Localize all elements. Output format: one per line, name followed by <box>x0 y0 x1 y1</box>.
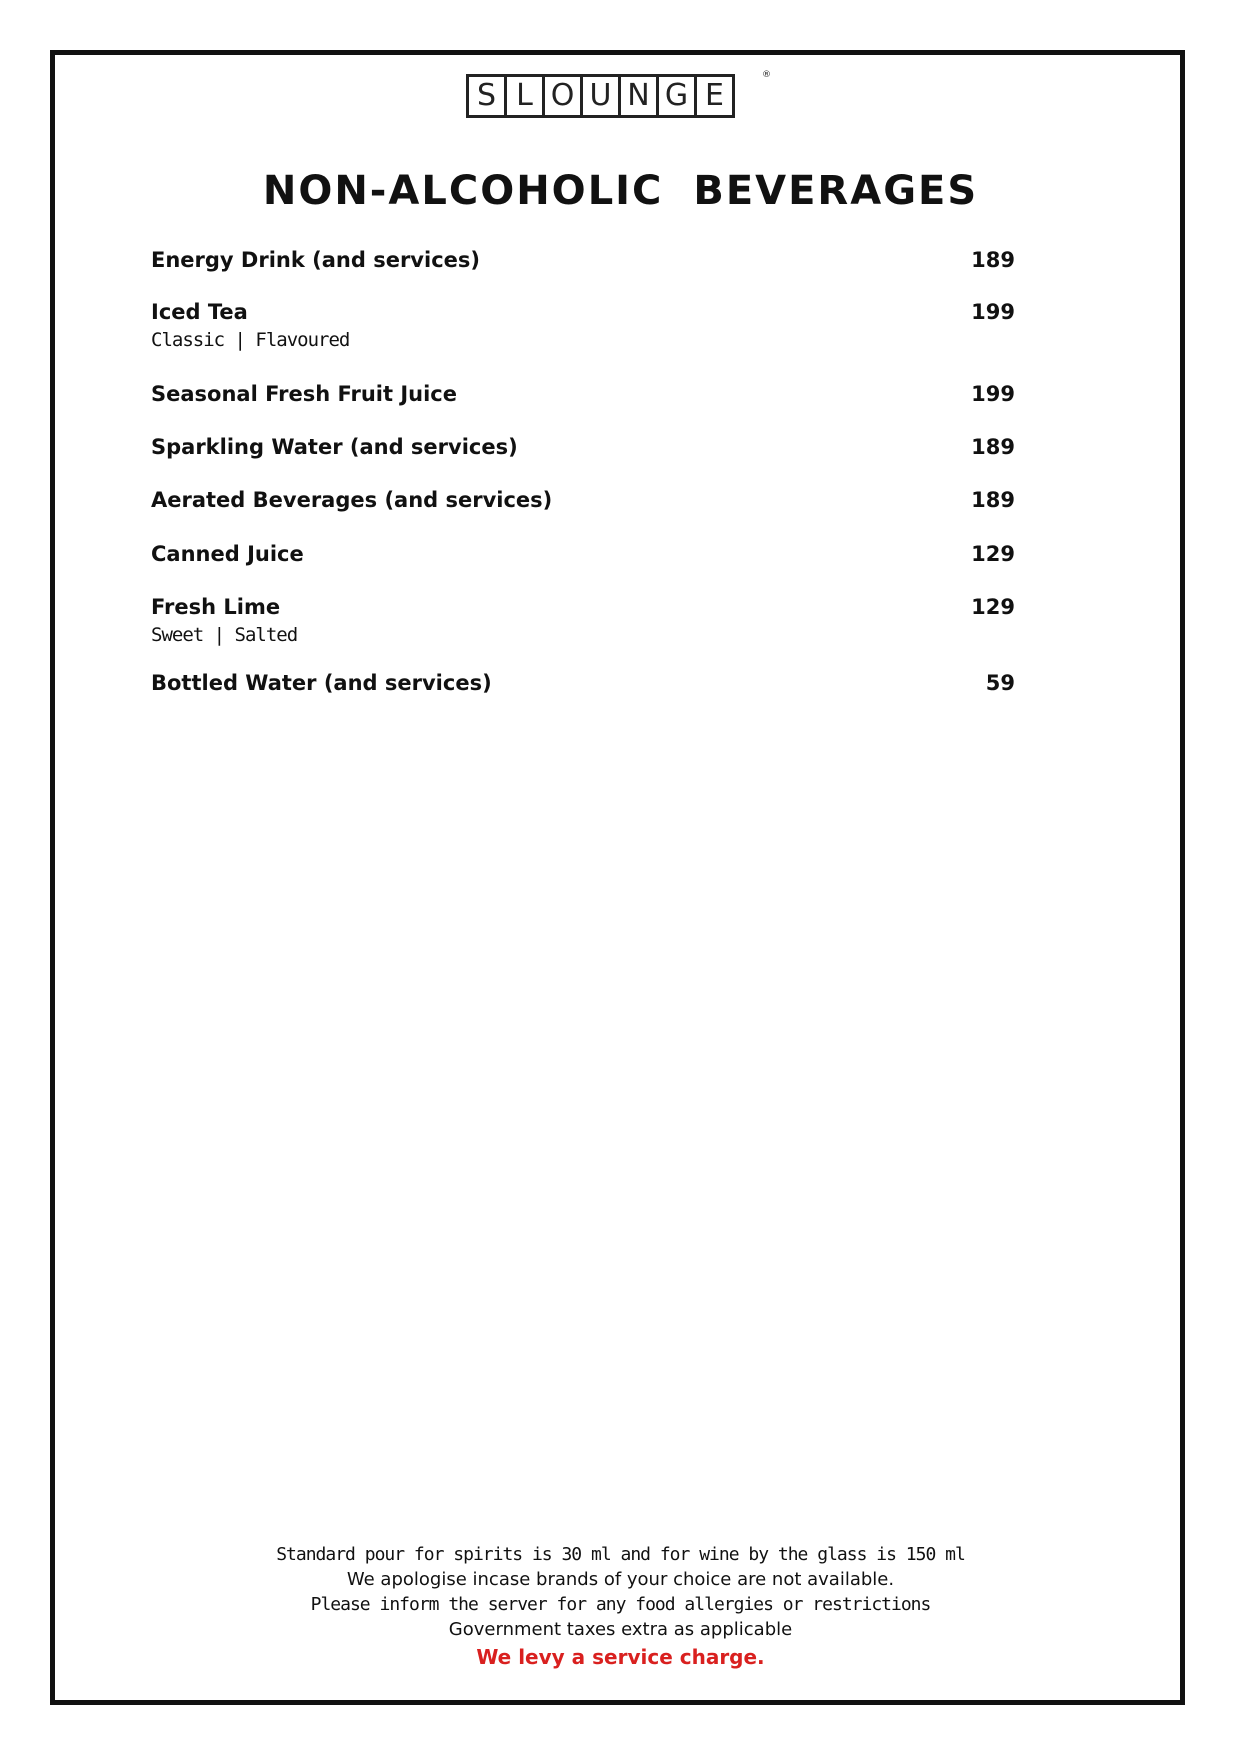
item-name: Seasonal Fresh Fruit Juice <box>151 382 457 406</box>
footer-allergy-note: Please inform the server for any food allergies or restrictions <box>310 1594 931 1615</box>
footer-notes <box>0 1542 1241 1672</box>
menu-item <box>151 592 1015 648</box>
logo-letter: N <box>621 77 659 115</box>
item-price: 129 <box>971 595 1015 619</box>
item-price: 59 <box>985 671 1015 695</box>
logo-letter: L <box>507 77 545 115</box>
menu-item <box>151 668 1015 698</box>
logo-letter: G <box>659 77 697 115</box>
footer-brand-note: We apologise incase brands of your choice are not available. <box>346 1569 895 1590</box>
logo-letter: U <box>583 77 621 115</box>
menu-item <box>151 245 1015 275</box>
registered-mark: ® <box>762 70 771 80</box>
menu-item <box>151 485 1015 515</box>
item-price: 189 <box>971 488 1015 512</box>
menu-item <box>151 539 1015 569</box>
footer-tax-note: Government taxes extra as applicable <box>448 1619 793 1640</box>
logo <box>466 74 735 118</box>
item-description: Classic | Flavoured <box>151 329 350 351</box>
item-description: Sweet | Salted <box>151 624 298 646</box>
item-name: Bottled Water (and services) <box>151 671 492 695</box>
item-name: Aerated Beverages (and services) <box>151 488 553 512</box>
logo-letter: O <box>545 77 583 115</box>
menu-list <box>151 245 1015 698</box>
item-name: Canned Juice <box>151 542 304 566</box>
logo-letter: E <box>705 78 724 113</box>
item-name: Sparkling Water (and services) <box>151 435 518 459</box>
logo-letter: S <box>469 77 507 115</box>
item-name: Fresh Lime <box>151 595 281 619</box>
footer-pour-note: Standard pour for spirits is 30 ml and for wine by the glass is 150 ml <box>276 1544 965 1565</box>
service-charge-note: We levy a service charge. <box>476 1645 765 1669</box>
menu-item <box>151 379 1015 409</box>
menu-item <box>151 432 1015 462</box>
item-price: 189 <box>971 248 1015 272</box>
item-name: Energy Drink (and services) <box>151 248 480 272</box>
item-name: Iced Tea <box>151 300 248 324</box>
item-price: 189 <box>971 435 1015 459</box>
item-price: 129 <box>971 542 1015 566</box>
item-price: 199 <box>971 382 1015 406</box>
menu-item <box>151 297 1015 353</box>
page-title: NON-ALCOHOLIC BEVERAGES <box>262 168 979 214</box>
item-price: 199 <box>971 300 1015 324</box>
